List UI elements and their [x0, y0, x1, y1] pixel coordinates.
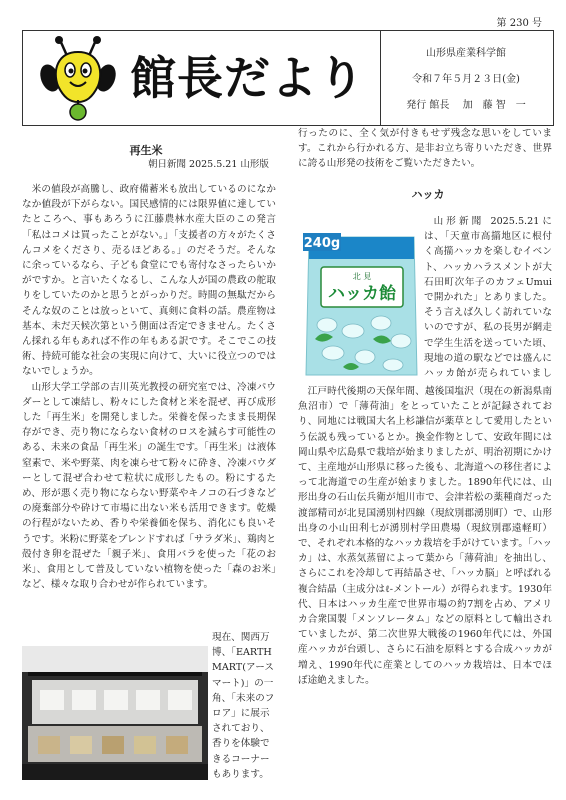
article1-title: 再生米 [129, 144, 163, 157]
continuation-text: 行ったのに、全く気が付きもせず残念な思いをしています。これから行かれる方、是非お立ち寄りいただき、世界に誇る山形発の技術をご覧いただきたい。 [298, 128, 552, 170]
bee-mascot-icon [34, 34, 122, 122]
issue-number: 第 230 号 [496, 18, 542, 29]
article2-title: ハッカ [411, 188, 445, 201]
article1-paragraph: 山形大学工学部の吉川英光教授の研究室では、冷凍パウダーとして凍結し、粉々にした食材と米を混ぜ、再び成形した「再生米」を開発しました。栄養を保ったまま長期保存ができ、売り物にならない食材のロスを減らす可能性のある、未来の食品「再生米」の誕生です。「再生米」は液体窒素で、米や野菜、肉を凍らせて粉々に砕き、冷凍パウダーとして混ぜ合わせて粒状に成形したもの。粉にするため、形が悪く売り物にならない野菜やキノコの石づきなどの廃棄部分や砕けて市場に出ない米も活用できます。乾燥の行程がないため、香りや栄養価を保ち、消化にも良いそうです。米粉に野菜をブレンドすれば「サラダ米」、鶏肉と殻付き卵を混ぜた「親子米」、食用バラを使った「花のお米」、食用として普及していない植物を使った「森のお米」など、様々な取り合わせが作られています。 [22, 381, 276, 591]
article1-continued [212, 630, 276, 782]
article2-body [298, 384, 552, 784]
article1-paragraph: 米の値段が高騰し、政府備蓄米も放出しているのになかなか値段が下がらない。国民感情的には限界値に達していたところへ、事もあろうに江藤農林水産大臣のこの発言「私はコメは買ったことがない。」「支援者の方々がたくさんコメをくださり、売るほどある。」のだそうだ。そんなに余っているなら、子ども食堂にでも寄付なさったらいかがですか。と言いたくなるし、こんな人が国の農政の舵取りをしていたのかと思うとがっかりだ。時間の無駄だからそんな奴のことは放っといて、真剣に食料の話。農産物は基本、未だ天候次第という側面は否定できません。たくさん採れる年もあれば不作の年もある訳です。そこでこの技術、持続可能な社会の実現に向けて、大いに役立つのではないでしょうか。 [22, 184, 276, 378]
article2-intro [424, 214, 552, 382]
article1-source: 朝日新聞 2025.5.21 山形版 [148, 159, 269, 170]
article2-intro-text: 山形新聞 2025.5.21には、「天童市高擶地区に根付く高擶ハッカを楽しむイベント、ハッカハラスメントが大石田町次年子のカフェUmuiで開かれた」とありました。そう言えば久しく訪れていないのですが、私の長男が網走で学生生活を送っていた頃、現地の道の駅などでは盛んにハッカ飴が売られていまし [424, 216, 552, 380]
package-weight: 240g [303, 236, 341, 251]
article2-body-text: 江戸時代後期の天保年間、越後国塩沢（現在の新潟県南魚沼市）で「薄荷油」をとっていたことが記録されており、同地には戦国大名上杉謙信が薬草として愛用したという伝説も残っているとか。換金作物として、安政年間には岡山県や広島県で栽培が始まりましたが、明治初期にかけて、主産地が山形県に移った後も、北海道への移住者によって北海道での生産が始まりました。1890年代には、山形出身の石山伝兵衛が旭川市で、会津若松の薬種商だった渡部精司が北見国湧別村四線（現紋別郡湧別町）で、山形出身の小山田利七が湧別村学田農場（現紋別郡遠軽町）で、それぞれ本格的なハッカ栽培を手がけています。「ハッカ」は、水蒸気蒸留によって葉から「薄荷油」を抽出し、さらにこれを冷却して再結晶させ、「ハッカ脳」と呼ばれる複合結晶（主成分はℓ-メントール）が得られます。1930年代、日本はハッカ生産で世界市場の約7割を占め、アメリカ合衆国製「メンソレータム」などの原料として輸出されていましたが、第二次世界大戦後の1960年代には、外国産ハッカが台頭し、さらに石油を原料とする合成ハッカが増え、1990年代に産業としてのハッカ栽培は、日本でほぼ途絶えました。 [298, 386, 552, 686]
hakka-candy-package-image [303, 229, 420, 379]
newsletter-title: 館長だより [130, 51, 365, 105]
article1-column2-continuation [298, 126, 552, 174]
expo-display-photo [22, 646, 208, 780]
header-divider [380, 30, 381, 126]
header-org: 山形県産業科学館 [426, 48, 506, 59]
header-publisher: 発行 館長 加 藤 智 一 [406, 100, 526, 111]
header-date: 令和７年５月２３日(金) [412, 74, 520, 85]
article1-body [22, 182, 276, 640]
article1-paragraph: 現在、関西万博、「EARTH MART(アースマート)」の一角、「未来のフロア」に展示されており、香りを体験できるコーナーもあります。 [212, 632, 275, 780]
package-brand: ハッカ飴 [328, 284, 396, 304]
package-brand-small: 北 見 [352, 272, 372, 281]
